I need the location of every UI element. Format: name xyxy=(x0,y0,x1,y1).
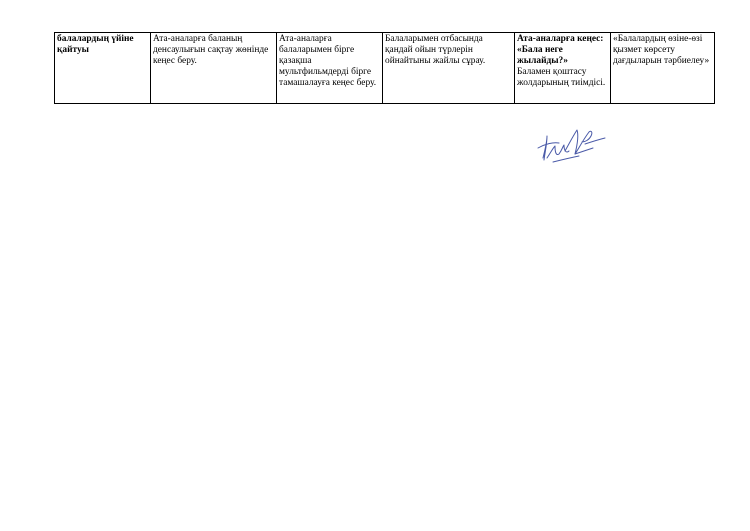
self-care-text: «Балалардың өзіне-өзі қызмет көрсету дағдыларын тәрбиелеу» xyxy=(613,34,710,66)
handwritten-signature-icon xyxy=(535,118,610,166)
table-row xyxy=(55,33,715,104)
activity-table xyxy=(54,32,715,104)
cell-self-care xyxy=(611,33,715,104)
games-question-text: Балаларымен отбасында қандай ойын түрлерін ойнайтыны жайлы сұрау. xyxy=(385,34,486,66)
time-period-label: балалардың үйіне қайтуы xyxy=(57,34,134,55)
consultation-title: Ата-аналарға кеңес: «Бала неге жылайды?» xyxy=(517,34,604,66)
cell-time-period xyxy=(55,33,151,104)
cell-health-advice xyxy=(151,33,277,104)
cell-cartoon-advice xyxy=(277,33,383,104)
cartoon-advice-text: Ата-аналарға балаларымен бірге қазақша мультфильмдерді бірге тамашалауға кеңес беру. xyxy=(279,34,377,88)
cell-games-question xyxy=(383,33,515,104)
health-advice-text: Ата-аналарға баланың денсаулығын сақтау жөнінде кеңес беру. xyxy=(153,34,269,66)
cell-crying-consultation xyxy=(515,33,611,104)
consultation-text: Баламен қоштасу жолдарының тиімдісі. xyxy=(517,67,606,88)
